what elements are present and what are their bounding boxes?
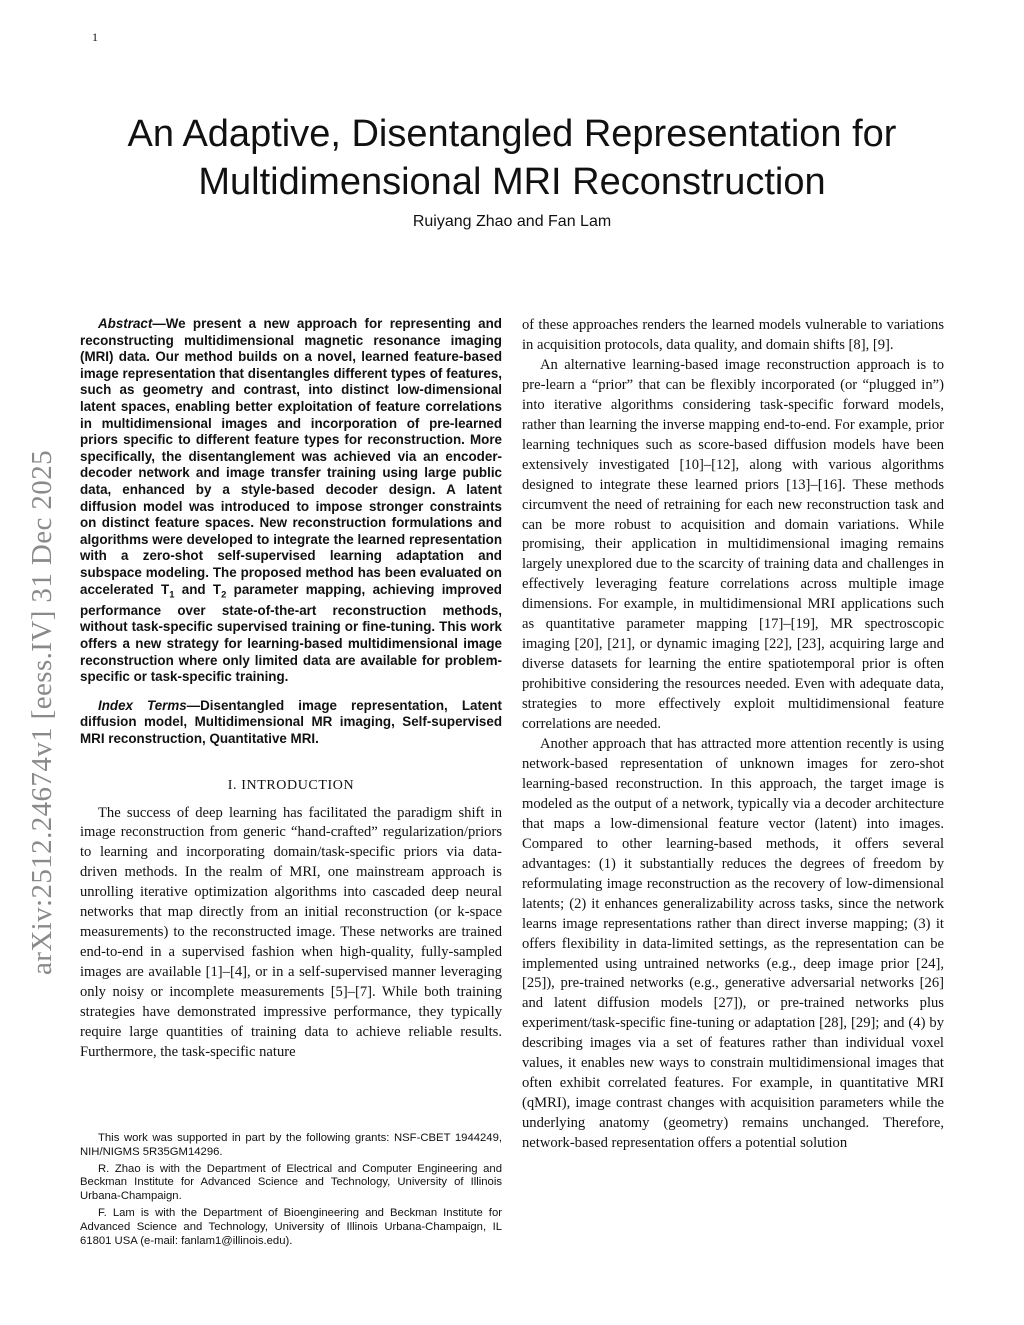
body-paragraph-continued: of these approaches renders the learned models vulnerable to variations in acquisition protocols, data quality, and domain shifts [8], [9]. <box>522 317 944 353</box>
footnotes <box>80 1132 502 1251</box>
left-column <box>80 316 502 1063</box>
body-paragraph: Another approach that has attracted more attention recently is using network-based representation of unknown images for zero-shot learning-based reconstruction. In this approach, the target image is modeled as the output of a network, typically via a decoder architecture that maps a low-dimensional feature vector (latent) into images. Compared to other learning-based methods, it offers several advantages: (1) it substantially reduces the degrees of freedom by reformulating image reconstruction as the recovery of low-dimensional latents; (2) it enhances generalizability across tasks, since the network learns image representations rather than direct inverse mapping; (3) it offers flexibility in data-limited settings, as the representation can be implemented using untrained networks (e.g., deep image prior [24], [25]), pre-trained networks (e.g., generative adversarial networks [26] and latent diffusion models [27]), or pre-trained networks plus experiment/task-specific fine-tuning or adaptation [28], [29]; and (4) by describing images via a set of features rather than individual voxel values, it enables new ways to constrain multidimensional images that often exhibit correlated features. For example, in quantitative MRI (qMRI), image contrast changes with acquisition parameters while the underlying anatomy (geometry) remains unchanged. Therefore, network-based representation offers a potential solution <box>522 736 944 1152</box>
body-paragraph: An alternative learning-based image reconstruction approach is to pre-learn a “prior” that can be flexibly incorporated (or “plugged in”) into iterative algorithms considering task-specific forward models, rather than learning the inverse mapping end-to-end. For example, prior learning techniques such as score-based diffusion models have been extensively investigated [10]–[12], along with various algorithms designed to integrate these learned priors [13]–[16]. These methods circumvent the need of retraining for each new reconstruction task and can be more robust to acquisition and domain variations. While promising, their application in multidimensional imaging remains largely unexplored due to the scarcity of training data and challenges in effectively leveraging feature correlations across multiple image dimensions. For example, in multidimensional MRI applications such as quantitative parameter mapping [17]–[19], MR spectroscopic imaging [20], [21], or dynamic imaging [22], [23], acquiring large and diverse datasets for learning the entire spatiotemporal prior is often prohibitive considering the resources needed. Even with adequate data, strategies to more effectively exploit multidimensional feature correlations are needed. <box>522 356 944 733</box>
abstract <box>80 316 502 686</box>
footnote-funding: This work was supported in part by the following grants: NSF-CBET 1944249, NIH/NIGMS 5R35GM14296. <box>80 1132 502 1158</box>
index-terms-text: —Disentangled image representation, Latent diffusion model, Multidimensional MR imaging, Self-supervised MRI reconstruction, Quantitative MRI. <box>80 697 502 746</box>
abstract-text-part-2: and T <box>174 581 222 597</box>
abstract-subscript-2: 2 <box>221 589 227 600</box>
abstract-text-part-3: parameter mapping, achieving improved performance over state-of-the-art reconstruction methods, without task-specific supervised training or fine-tuning. This work offers a new strategy for learning-based multidimensional image reconstruction where only limited data are available for problem-specific or task-specific training. <box>80 581 502 685</box>
index-terms <box>80 698 502 748</box>
footnote-author-zhao: R. Zhao is with the Department of Electrical and Computer Engineering and Beckman Institute for Advanced Science and Technology, University of Illinois Urbana-Champaign. <box>80 1162 502 1203</box>
paper-title: An Adaptive, Disentangled Representation for Multidimensional MRI Reconstruction <box>127 113 897 203</box>
abstract-label: Abstract <box>98 316 153 331</box>
intro-paragraph: The success of deep learning has facilitated the paradigm shift in image reconstruction from generic “hand-crafted” regularization/priors to learning and incorporating domain/task-specific priors via data-driven methods. In the realm of MRI, one mainstream approach is unrolling iterative optimization algorithms into cascaded deep neural networks that map directly from an initial reconstruction (or k-space measurements) to the reconstructed image. These networks are trained end-to-end in a supervised fashion when high-quality, fully-sampled images are available [1]–[4], or in a self-supervised manner leveraging only noisy or incomplete measurements [5]–[7]. While both training strategies have demonstrated impressive performance, they typically require large quantities of training data to achieve reliable results. Furthermore, the task-specific nature <box>80 804 502 1060</box>
index-terms-label: Index Terms <box>98 697 187 713</box>
arxiv-identifier-stamp: arXiv:2512.24674v1 [eess.IV] 31 Dec 2025 <box>26 449 58 975</box>
abstract-text-part-1: —We present a new approach for representing and reconstructing multidimensional magnetic resonance imaging (MRI) data. Our method builds on a novel, learned feature-based image representation that disentangles different types of features, such as geometry and contrast, into distinct low-dimensional latent spaces, enabling better exploitation of feature correlations in multidimensional images and incorporation of pre-learned priors specific to different feature types for reconstruction. More specifically, the disentanglement was achieved via an encoder-decoder network and image transfer training using large public data, enhanced by a style-based decoder design. A latent diffusion model was introduced to impose stronger constraints on distinct feature spaces. New reconstruction formulations and algorithms were developed to integrate the learned representation with a zero-shot self-supervised learning adaptation and subspace modeling. The proposed method has been evaluated on accelerated T <box>80 316 502 597</box>
abstract-subscript-1: 1 <box>169 589 175 600</box>
section-heading-introduction: I. INTRODUCTION <box>227 777 355 793</box>
page-number: 1 <box>92 30 98 44</box>
right-column <box>522 316 944 1154</box>
footnote-author-lam: F. Lam is with the Department of Bioengineering and Beckman Institute for Advanced Science and Technology, University of Illinois Urbana-Champaign, IL 61801 USA (e-mail: fanlam1@illinois.edu). <box>80 1206 502 1247</box>
author-list: Ruiyang Zhao and Fan Lam <box>412 213 612 230</box>
